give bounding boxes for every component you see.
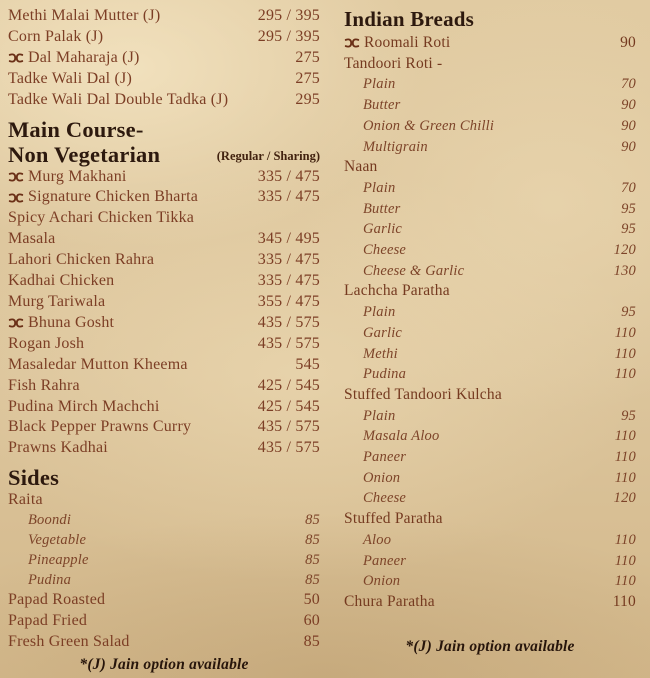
dish-price: 90 bbox=[621, 138, 636, 155]
dish-price: 110 bbox=[614, 531, 636, 548]
dish-name: Multigrain bbox=[363, 138, 428, 155]
dish-name: Onion & Green Chilli bbox=[363, 117, 495, 134]
dish-name: Naan bbox=[344, 158, 378, 176]
dish-name: Masaledar Mutton Kheema bbox=[8, 355, 188, 373]
dish-name: Corn Palak (J) bbox=[8, 27, 104, 45]
dish-name: Tandoori Roti - bbox=[344, 54, 443, 72]
dish-price: 50 bbox=[303, 591, 320, 609]
dish-name: Spicy Achari Chicken Tikka bbox=[8, 209, 195, 227]
dish-name: Cheese bbox=[363, 490, 407, 507]
dish-name: Murg Makhani bbox=[8, 167, 127, 188]
specialty-icon bbox=[8, 172, 24, 182]
dish-price: 435 / 575 bbox=[257, 418, 320, 436]
dish-price: 335 / 475 bbox=[257, 272, 320, 290]
dish-name: Rogan Josh bbox=[8, 334, 85, 352]
menu-subitem bbox=[344, 116, 636, 137]
dish-name: Plain bbox=[363, 179, 396, 196]
dish-price: 435 / 575 bbox=[257, 439, 320, 457]
dish-price: 120 bbox=[613, 490, 636, 507]
menu-item bbox=[344, 157, 636, 178]
dish-name: Onion bbox=[363, 573, 401, 590]
specialty-icon bbox=[344, 38, 360, 48]
section-header bbox=[8, 117, 320, 142]
menu-item bbox=[8, 611, 320, 632]
menu-subitem bbox=[344, 364, 636, 385]
dish-price: 60 bbox=[303, 612, 320, 630]
menu-subitem bbox=[344, 488, 636, 509]
menu-subitem bbox=[8, 511, 320, 531]
dish-name: Murg Tariwala bbox=[8, 292, 106, 310]
menu-subitem bbox=[344, 447, 636, 468]
section-title: Sides bbox=[8, 465, 60, 491]
dish-name: Chura Paratha bbox=[344, 592, 435, 610]
dish-price: 85 bbox=[305, 531, 320, 548]
dish-price: 335 / 475 bbox=[257, 167, 320, 185]
menu-item bbox=[8, 397, 320, 418]
dish-name: Tadke Wali Dal Double Tadka (J) bbox=[8, 90, 229, 108]
dish-price: 295 / 395 bbox=[257, 27, 320, 45]
dish-name: Fish Rahra bbox=[8, 376, 80, 394]
dish-name: Papad Roasted bbox=[8, 591, 106, 609]
section-header bbox=[344, 6, 636, 33]
menu-subitem bbox=[344, 426, 636, 447]
dish-price: 425 / 545 bbox=[257, 376, 320, 394]
dish-price: 120 bbox=[613, 242, 636, 259]
dish-price: 85 bbox=[305, 512, 320, 529]
dish-name: Vegetable bbox=[28, 531, 87, 548]
menu-subitem bbox=[344, 344, 636, 365]
dish-price: 85 bbox=[305, 551, 320, 568]
dish-price: 90 bbox=[621, 117, 636, 134]
dish-price: 90 bbox=[620, 34, 636, 51]
dish-price: 70 bbox=[621, 179, 636, 196]
menu-item bbox=[8, 417, 320, 438]
dish-name: Butter bbox=[363, 97, 401, 114]
dish-price: 110 bbox=[614, 324, 636, 341]
dish-name: Masala Aloo bbox=[363, 428, 440, 445]
menu-item bbox=[8, 334, 320, 355]
dish-price: 110 bbox=[612, 592, 636, 610]
specialty-icon bbox=[8, 193, 24, 203]
dish-price: 425 / 545 bbox=[257, 397, 320, 415]
dish-name: Plain bbox=[363, 304, 396, 321]
menu-item bbox=[344, 592, 636, 613]
dish-name: Raita bbox=[8, 491, 43, 509]
dish-name: Plain bbox=[363, 407, 396, 424]
menu-item bbox=[344, 54, 636, 75]
dish-name: Cheese & Garlic bbox=[363, 262, 465, 279]
section-title: Non Vegetarian bbox=[8, 141, 161, 167]
menu-column-right bbox=[344, 6, 636, 678]
menu-subitem bbox=[8, 551, 320, 571]
dish-name: Roomali Roti bbox=[344, 33, 450, 54]
dish-price: 85 bbox=[305, 571, 320, 588]
dish-name: Papad Fried bbox=[8, 612, 88, 630]
menu-item bbox=[8, 69, 320, 90]
dish-price: 85 bbox=[303, 633, 320, 651]
dish-name: Methi bbox=[363, 345, 398, 362]
menu-item bbox=[8, 632, 320, 653]
dish-name: Methi Malai Mutter (J) bbox=[8, 7, 161, 24]
menu-item bbox=[8, 187, 320, 208]
menu-item bbox=[8, 438, 320, 459]
menu-item bbox=[344, 509, 636, 530]
dish-name: Fresh Green Salad bbox=[8, 633, 130, 651]
dish-name: Pudina bbox=[363, 366, 407, 383]
dish-price: 275 bbox=[295, 69, 320, 87]
menu-item bbox=[8, 48, 320, 69]
dish-name: Pudina Mirch Machchi bbox=[8, 397, 160, 415]
dish-name: Pineapple bbox=[28, 551, 89, 568]
menu-item bbox=[8, 250, 320, 271]
menu-item bbox=[344, 281, 636, 302]
dish-name: Onion bbox=[363, 469, 401, 486]
dish-name: Paneer bbox=[363, 552, 407, 569]
dish-name: Dal Maharaja (J) bbox=[8, 48, 140, 69]
section-title: Indian Breads bbox=[344, 7, 475, 31]
dish-name: Prawns Kadhai bbox=[8, 439, 108, 457]
dish-name: Masala bbox=[8, 230, 56, 248]
menu-item bbox=[8, 90, 320, 111]
dish-price: 110 bbox=[614, 449, 636, 466]
menu-item bbox=[8, 590, 320, 611]
dish-name: Butter bbox=[363, 200, 401, 217]
menu-subitem bbox=[344, 261, 636, 282]
dish-name: Lachcha Paratha bbox=[344, 282, 450, 300]
dish-name: Bhuna Gosht bbox=[8, 313, 114, 334]
menu-subitem bbox=[344, 530, 636, 551]
menu-item bbox=[8, 27, 320, 48]
dish-price: 95 bbox=[621, 407, 636, 424]
menu-item bbox=[8, 292, 320, 313]
menu-subitem bbox=[344, 302, 636, 323]
dish-price: 130 bbox=[613, 262, 636, 279]
dish-name: Plain bbox=[363, 76, 396, 93]
section-header bbox=[8, 142, 320, 167]
menu-subitem bbox=[344, 323, 636, 344]
menu-item bbox=[8, 355, 320, 376]
dish-price: 110 bbox=[614, 428, 636, 445]
menu-item bbox=[8, 271, 320, 292]
dish-price: 110 bbox=[614, 573, 636, 590]
menu-subitem bbox=[344, 240, 636, 261]
dish-name: Signature Chicken Bharta bbox=[8, 187, 198, 208]
menu-item bbox=[8, 490, 320, 511]
dish-name: Tadke Wali Dal (J) bbox=[8, 69, 132, 87]
menu-subitem bbox=[8, 571, 320, 591]
jain-option-note: *(J) Jain option available bbox=[405, 637, 575, 655]
dish-price: 110 bbox=[614, 469, 636, 486]
menu-item bbox=[8, 208, 320, 229]
dish-price: 110 bbox=[614, 345, 636, 362]
menu-item bbox=[8, 313, 320, 334]
dish-name: Kadhai Chicken bbox=[8, 272, 115, 290]
menu-subitem bbox=[344, 571, 636, 592]
dish-name: Boondi bbox=[28, 512, 72, 529]
dish-price: 275 bbox=[295, 48, 320, 66]
dish-price: 345 / 495 bbox=[257, 230, 320, 248]
dish-name: Stuffed Paratha bbox=[344, 510, 443, 528]
dish-price: 335 / 475 bbox=[257, 251, 320, 269]
menu-item bbox=[8, 376, 320, 397]
menu-item bbox=[8, 229, 320, 250]
menu-subitem bbox=[344, 137, 636, 158]
dish-name: Garlic bbox=[363, 221, 403, 238]
dish-name: Pudina bbox=[28, 571, 72, 588]
dish-name: Black Pepper Prawns Curry bbox=[8, 418, 192, 436]
menu-item bbox=[8, 167, 320, 188]
dish-price: 335 / 475 bbox=[257, 188, 320, 206]
dish-price: 95 bbox=[621, 304, 636, 321]
menu-subitem bbox=[344, 219, 636, 240]
dish-price: 95 bbox=[621, 200, 636, 217]
menu-subitem bbox=[344, 74, 636, 95]
dish-price: 545 bbox=[295, 355, 320, 373]
specialty-icon bbox=[8, 318, 24, 328]
menu-subitem bbox=[8, 531, 320, 551]
menu-subitem bbox=[344, 95, 636, 116]
dish-name: Aloo bbox=[363, 531, 392, 548]
menu-column-left bbox=[8, 6, 320, 678]
menu-item bbox=[344, 33, 636, 54]
dish-price: 295 / 395 bbox=[257, 7, 320, 24]
dish-price: 435 / 575 bbox=[257, 334, 320, 352]
section-title: Main Course- bbox=[8, 116, 144, 142]
serving-size-note: (Regular / Sharing) bbox=[216, 148, 320, 163]
dish-price: 295 bbox=[295, 90, 320, 108]
dish-price: 355 / 475 bbox=[257, 292, 320, 310]
dish-price: 110 bbox=[614, 366, 636, 383]
specialty-icon bbox=[8, 53, 24, 63]
dish-name: Cheese bbox=[363, 242, 407, 259]
menu-subitem bbox=[344, 178, 636, 199]
dish-price: 110 bbox=[614, 552, 636, 569]
dish-price: 95 bbox=[621, 221, 636, 238]
menu-subitem bbox=[344, 468, 636, 489]
section-header bbox=[8, 465, 320, 490]
menu-item bbox=[8, 6, 320, 27]
dish-name: Stuffed Tandoori Kulcha bbox=[344, 385, 502, 403]
dish-name: Lahori Chicken Rahra bbox=[8, 251, 155, 269]
dish-price: 70 bbox=[621, 76, 636, 93]
menu-subitem bbox=[344, 199, 636, 220]
dish-name: Garlic bbox=[363, 324, 403, 341]
menu-item bbox=[344, 385, 636, 406]
menu-subitem bbox=[344, 551, 636, 572]
dish-price: 90 bbox=[621, 97, 636, 114]
jain-option-note: *(J) Jain option available bbox=[79, 656, 249, 674]
dish-price: 435 / 575 bbox=[257, 313, 320, 331]
dish-name: Paneer bbox=[363, 449, 407, 466]
menu-subitem bbox=[344, 406, 636, 427]
